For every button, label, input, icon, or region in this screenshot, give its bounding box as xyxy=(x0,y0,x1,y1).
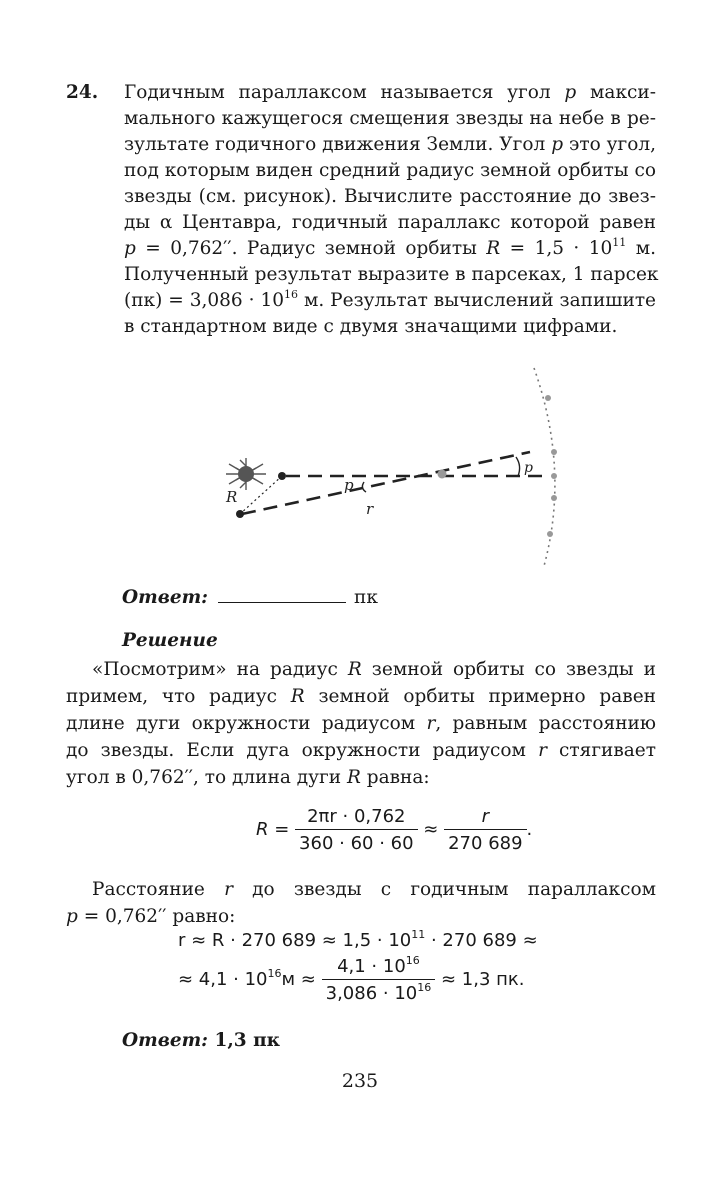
problem-line-10: в стандартном виде с двумя значащими цифрами. xyxy=(124,316,618,337)
figure-label-r: r xyxy=(366,500,374,518)
problem-text xyxy=(124,80,659,340)
solution-line-3: длине дуги окружности радиусом r, равным расстоянию xyxy=(66,713,656,734)
formula1-fraction-1 xyxy=(295,806,418,854)
answer-label: Ответ: xyxy=(122,587,209,608)
answer-unit: пк xyxy=(354,587,378,608)
answer-prompt xyxy=(122,586,378,608)
figure-label-p-left: p xyxy=(344,476,354,494)
problem-line-7: p = 0,762′′. Радиус земной орбиты $R = 1,5 \cdot 10^{11}$ м. xyxy=(124,235,656,259)
final-answer-label: Ответ: xyxy=(122,1030,209,1051)
problem-line-3: зультате годичного движения Земли. Угол p это угол, xyxy=(124,134,656,155)
formula1-num1: 2πr · 0,762 xyxy=(295,806,418,830)
arc-dot-2 xyxy=(551,449,557,455)
arc-dot-3 xyxy=(551,473,557,479)
arc-dot-4 xyxy=(551,495,557,501)
solution-heading: Решение xyxy=(122,630,218,651)
problem-line-8: Полученный результат выразите в парсеках, 1 парсек xyxy=(124,264,659,285)
angle-arc-left xyxy=(362,482,366,492)
angle-arc-right xyxy=(516,457,520,476)
page-number: 235 xyxy=(341,1070,379,1092)
formula1-fraction-2 xyxy=(444,806,526,854)
formula1-num2: r xyxy=(444,806,526,830)
parallax-figure xyxy=(200,360,580,580)
sightline-r xyxy=(242,452,530,514)
sun-disc xyxy=(238,466,254,482)
solution-line-1: «Посмотрим» на радиус R земной орбиты со звезды и xyxy=(92,659,656,680)
problem-line-2: мального кажущегося смещения звезды на небе в ре- xyxy=(124,108,656,129)
formula1-end: . xyxy=(526,819,533,840)
formula2-result: ≈ 1,3 пк. xyxy=(440,969,525,990)
solution-text xyxy=(66,656,656,791)
earth-point-top xyxy=(278,472,286,480)
formula1-lhs: R = xyxy=(256,819,290,840)
formula1-den2: 270 689 xyxy=(448,833,523,854)
distance-line-2: p = 0,762′′ равно: xyxy=(66,906,236,927)
formula-arc-length xyxy=(256,806,532,854)
formula-distance-row-2: ≈ $4,1 \cdot 10^{16}м$ ≈ $\frac{4,1 \cdot 10^{16}}{3,086 \cdot 10^{16}}$ ≈ 1,3 пк. xyxy=(178,954,525,1004)
figure-label-R: R xyxy=(226,488,238,506)
problem-line-5: звезды (см. рисунок). Вычислите расстояние до звез- xyxy=(124,186,656,207)
solution-line-4: до звезды. Если дуга окружности радиусом r стягивает xyxy=(66,740,656,761)
formula2-den: $3,086 \cdot 10^{16}$ xyxy=(325,981,432,1004)
formula-distance-row-1: r ≈ R · 270 $689 \approx 1,5 \cdot 10^{11} \cdot 270$ 689 ≈ xyxy=(178,928,538,951)
final-answer xyxy=(122,1030,280,1051)
figure-label-p-right: p xyxy=(524,460,533,476)
problem-line-4: под которым виден средний радиус земной орбиты со xyxy=(124,160,656,181)
formula1-approx: ≈ xyxy=(423,819,439,840)
problem-line-6: ды α Центавра, годичный параллакс которой равен xyxy=(124,212,656,233)
solution-line-5: угол в 0,762′′, то длина дуги R равна: xyxy=(66,767,430,788)
arc-dot-1 xyxy=(545,395,551,401)
problem-number: 24. xyxy=(66,82,99,103)
formula1-den1: 360 · 60 · 60 xyxy=(299,833,414,854)
arc-dot-5 xyxy=(547,531,553,537)
final-answer-value: 1,3 пк xyxy=(214,1030,280,1051)
problem-line-9: $(пк) = 3,086 \cdot 10^{16}$ м. Результат вычислений запишите xyxy=(124,287,656,311)
star-point xyxy=(438,470,447,479)
formula2-fraction xyxy=(322,956,436,1004)
distance-line-1: Расстояние r до звезды с годичным параллаксом xyxy=(92,879,656,900)
formula2-num: $4,1 \cdot 10^{16}$ xyxy=(322,956,436,980)
solution-line-2: примем, что радиус R земной орбиты примерно равен xyxy=(66,686,656,707)
distance-text xyxy=(66,876,656,930)
problem-line-1: Годичным параллаксом называется угол p макси- xyxy=(124,82,656,103)
answer-blank[interactable] xyxy=(218,586,346,603)
